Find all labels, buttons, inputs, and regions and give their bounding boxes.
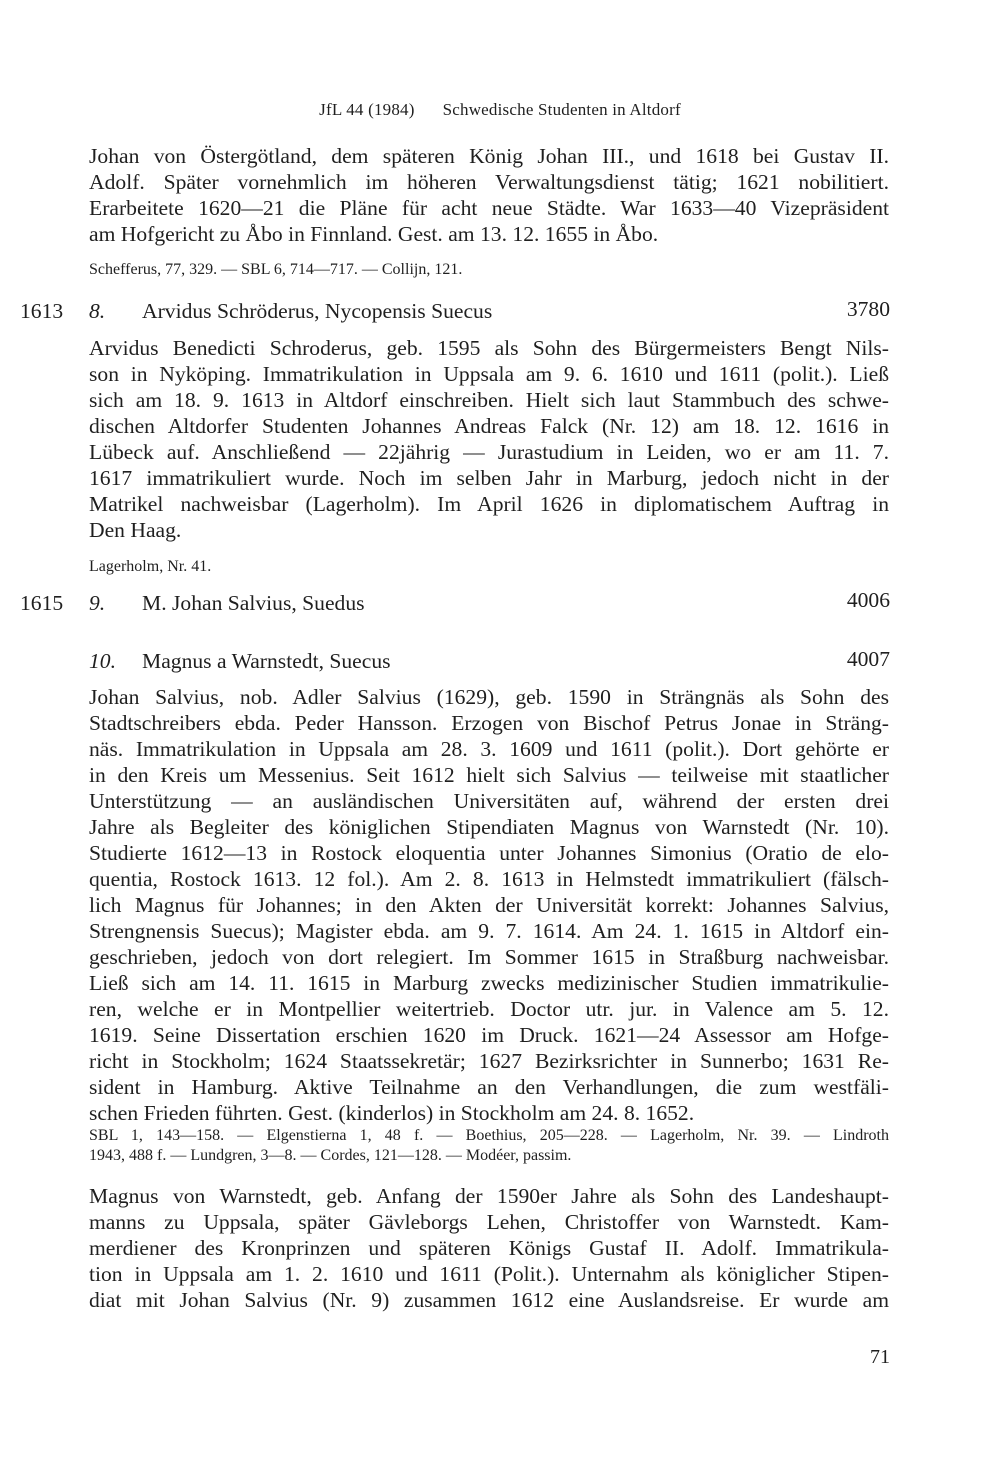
page-number: 71: [870, 1346, 890, 1368]
text-line: Erarbeitete 1620—21 die Pläne für acht neue Städte. War 1633—40 Vizepräsident: [89, 196, 889, 220]
entry-year: 1615: [20, 591, 64, 615]
entry-number: 9.: [89, 591, 106, 615]
text-line: sident in Hamburg. Aktive Teilnahme an den Verhandlungen, die zum westfäli-: [89, 1075, 889, 1099]
text-line: am Hofgericht zu Åbo in Finnland. Gest. am 13. 12. 1655 in Åbo.: [89, 222, 659, 246]
text-line: Strengnensis Suecus); Magister ebda. am 9. 7. 1614. Am 24. 1. 1615 in Altdorf ein-: [89, 919, 889, 943]
text-line: richt in Stockholm; 1624 Staatssekretär; 1627 Bezirksrichter in Sunnerbo; 1631 Re-: [89, 1049, 889, 1073]
text-line: quentia, Rostock 1613. 12 fol.). Am 2. 8. 1613 in Helmstedt immatrikuliert (fälsch-: [89, 867, 889, 891]
text-line: Adolf. Später vornehmlich im höheren Verwaltungsdienst tätig; 1621 nobilitiert.: [89, 170, 889, 194]
text-line: geschrieben, jedoch von dort relegiert. Im Sommer 1615 in Straßburg nachweisbar.: [89, 945, 889, 969]
text-line: tion in Uppsala am 1. 2. 1610 und 1611 (Polit.). Unternahm als königlicher Stipen-: [89, 1262, 889, 1286]
entry-name: M. Johan Salvius, Suedus: [142, 591, 365, 615]
text-line: dischen Altdorfer Studenten Johannes Andreas Falck (Nr. 12) am 18. 12. 1616 in: [89, 414, 889, 438]
entry-code: 4007: [846, 647, 890, 671]
entry-name: Magnus a Warnstedt, Suecus: [142, 649, 391, 673]
running-head: [0, 100, 1000, 120]
reference-line: SBL 1, 143—158. — Elgenstierna 1, 48 f. — Boethius, 205—228. — Lagerholm, Nr. 39. — Lindroth: [89, 1127, 889, 1144]
text-line: Magnus von Warnstedt, geb. Anfang der 1590er Jahre als Sohn des Landeshaupt-: [89, 1184, 889, 1208]
text-line: Johan Salvius, nob. Adler Salvius (1629), geb. 1590 in Strängnäs als Sohn des: [89, 685, 889, 709]
references: Lagerholm, Nr. 41.: [89, 558, 212, 575]
text-line: son in Nyköping. Immatrikulation in Uppsala am 9. 6. 1610 und 1611 (polit.). Ließ: [89, 362, 889, 386]
entry-code: 3780: [846, 297, 890, 321]
text-line: in den Kreis um Messenius. Seit 1612 hielt sich Salvius — teilweise mit staatlicher: [89, 763, 889, 787]
references: Schefferus, 77, 329. — SBL 6, 714—717. — Collijn, 121.: [89, 261, 463, 278]
text-line: Unterstützung — an ausländischen Universitäten auf, während der ersten drei: [89, 789, 889, 813]
entry-code: 4006: [846, 588, 890, 612]
journal-citation: JfL 44 (1984): [319, 100, 415, 119]
running-title: Schwedische Studenten in Altdorf: [442, 100, 681, 119]
text-line: lich Magnus für Johannes; in den Akten der Universität korrekt: Johannes Salvius,: [89, 893, 889, 917]
text-line: merdiener des Kronprinzen und späteren Königs Gustaf II. Adolf. Immatrikula-: [89, 1236, 889, 1260]
text-line: Lübeck auf. Anschließend — 22jährig — Jurastudium in Leiden, wo er am 11. 7.: [89, 440, 889, 464]
entry-number: 10.: [89, 649, 116, 673]
text-line: Matrikel nachweisbar (Lagerholm). Im April 1626 in diplomatischem Auftrag in: [89, 492, 889, 516]
text-line: Arvidus Benedicti Schroderus, geb. 1595 als Sohn des Bürgermeisters Bengt Nils-: [89, 336, 889, 360]
entry-number: 8.: [89, 299, 106, 323]
reference-line: 1943, 488 f. — Lundgren, 3—8. — Cordes, 121—128. — Modéer, passim.: [89, 1147, 572, 1164]
text-line: 1617 immatrikuliert wurde. Noch im selben Jahr in Marburg, jedoch nicht in der: [89, 466, 889, 490]
text-line: näs. Immatrikulation in Uppsala am 28. 3. 1609 und 1611 (polit.). Dort gehörte er: [89, 737, 889, 761]
text-line: schen Frieden führten. Gest. (kinderlos) in Stockholm am 24. 8. 1652.: [89, 1101, 695, 1125]
text-line: Stadtschreibers ebda. Peder Hansson. Erzogen von Bischof Petrus Jonae in Sträng-: [89, 711, 889, 735]
text-line: sich am 18. 9. 1613 in Altdorf einschreiben. Hielt sich laut Stammbuch des schwe-: [89, 388, 889, 412]
text-line: Jahre als Begleiter des königlichen Stipendiaten Magnus von Warnstedt (Nr. 10).: [89, 815, 889, 839]
text-line: 1619. Seine Dissertation erschien 1620 im Druck. 1621—24 Assessor am Hofge-: [89, 1023, 889, 1047]
entry-name: Arvidus Schröderus, Nycopensis Suecus: [142, 299, 493, 323]
text-line: manns zu Uppsala, später Gävleborgs Lehen, Christoffer von Warnstedt. Kam-: [89, 1210, 889, 1234]
text-line: Johan von Östergötland, dem späteren König Johan III., und 1618 bei Gustav II.: [89, 144, 889, 168]
text-line: Ließ sich am 14. 11. 1615 in Marburg zwecks medizinischer Studien immatrikulie-: [89, 971, 889, 995]
text-line: Den Haag.: [89, 518, 182, 542]
text-line: diat mit Johan Salvius (Nr. 9) zusammen 1612 eine Auslandsreise. Er wurde am: [89, 1288, 889, 1312]
text-line: ren, welche er in Montpellier weitertrieb. Doctor utr. jur. in Valence am 5. 12.: [89, 997, 889, 1021]
text-line: Studierte 1612—13 in Rostock eloquentia unter Johannes Simonius (Oratio de elo-: [89, 841, 889, 865]
entry-year: 1613: [20, 299, 64, 323]
